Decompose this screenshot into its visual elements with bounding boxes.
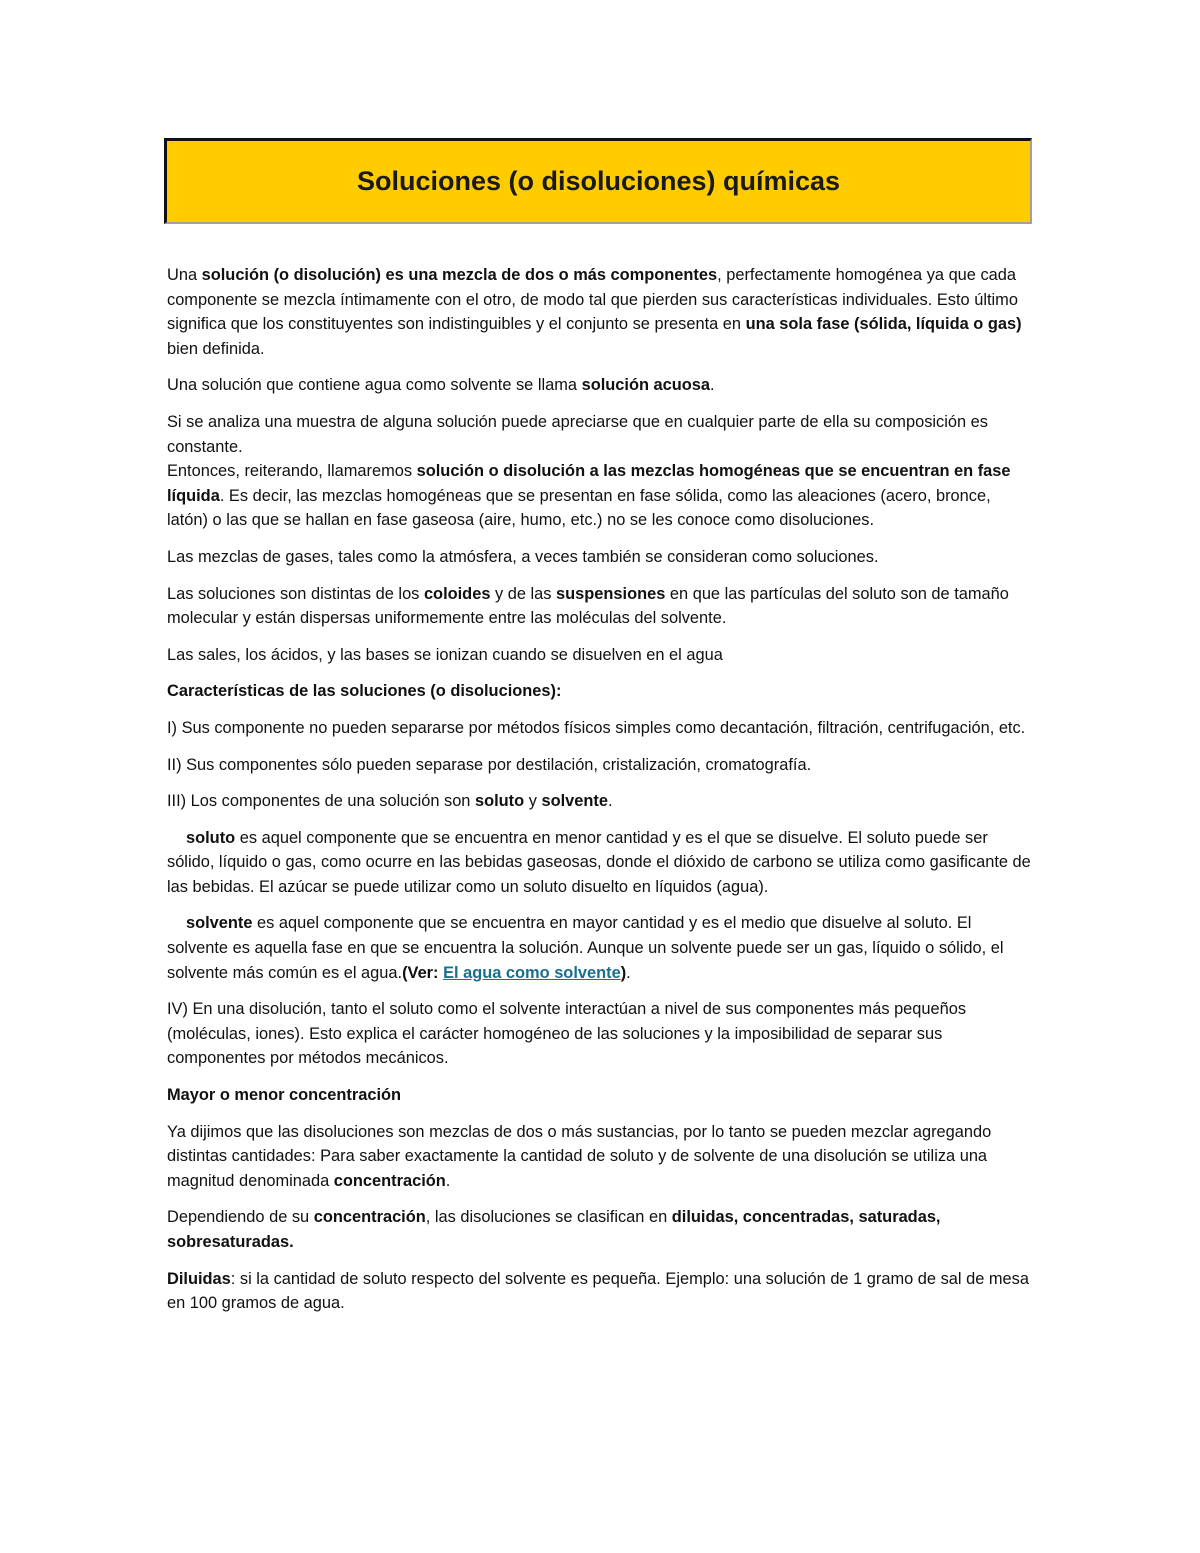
text: . bbox=[626, 963, 631, 982]
text: en que las partículas del soluto son de tamaño molecular y están dispersas uniformemente entre las moléculas del solvente. bbox=[167, 584, 1009, 628]
page-title: Soluciones (o disoluciones) químicas bbox=[356, 166, 841, 196]
paragraph-clasificacion bbox=[167, 1205, 1035, 1254]
bold-text: coloides bbox=[423, 584, 491, 603]
text: . bbox=[710, 376, 715, 395]
text: , perfectamente homogénea ya que cada componente se mezcla íntimamente con el otro, de modo tal que pierden sus características individuales. Esto último significa que los constituyentes son indistinguibles y el conjunto se presenta en bbox=[167, 266, 1018, 334]
bold-text: solución (o disolución) es una mezcla de dos o más componentes bbox=[201, 266, 718, 284]
text: es aquel componente que se encuentra en mayor cantidad y es el medio que disuelve al soluto. El solvente es aquella fase en que se encuentra la solución. Aunque un solvente puede ser un gas, líquido o sólido, el solvente más común es el agua. bbox=[167, 914, 1004, 982]
bold-text: concentración bbox=[313, 1208, 426, 1227]
title-banner bbox=[164, 138, 1032, 224]
text: bien definida. bbox=[167, 339, 265, 358]
bold-text: diluidas, concentradas, saturadas, sobresaturadas. bbox=[167, 1208, 941, 1251]
text: : si la cantidad de soluto respecto del solvente es pequeña. Ejemplo: una solución de 1 gramo de sal de mesa en 100 gramos de agua. bbox=[167, 1269, 1029, 1313]
bold-text: Diluidas bbox=[167, 1269, 231, 1288]
characteristic-2: II) Sus componentes sólo pueden separase por destilación, cristalización, cromatografía. bbox=[167, 755, 812, 774]
text: , las disoluciones se clasifican en bbox=[425, 1208, 672, 1227]
text: Dependiendo de su bbox=[167, 1208, 314, 1227]
paragraph-diluidas bbox=[167, 1267, 1035, 1316]
paragraph-composicion: Si se analiza una muestra de alguna solución puede apreciarse que en cualquier parte de ella su composición es constante. bbox=[167, 412, 988, 456]
bold-text: soluto bbox=[474, 792, 525, 811]
bold-text: suspensiones bbox=[556, 584, 666, 603]
bold-text: solución o disolución a las mezclas homogéneas que se encuentran en fase líquida bbox=[167, 462, 1011, 505]
bold-text: solución acuosa bbox=[581, 376, 711, 395]
text: es aquel componente que se encuentra en menor cantidad y es el que se disuelve. El soluto puede ser sólido, líquido o gas, como ocurre en las bebidas gaseosas, donde el dióxido de carbono se utiliza como gasificante de las bebidas. El azúcar se puede utilizar como un soluto disuelto en líquidos (agua). bbox=[167, 828, 1031, 896]
text: . bbox=[607, 792, 613, 811]
section-heading: Características de las soluciones (o disoluciones): bbox=[167, 682, 562, 701]
characteristic-1: I) Sus componente no pueden separarse por métodos físicos simples como decantación, filtración, centrifugación, etc. bbox=[167, 718, 1026, 737]
text: Una bbox=[167, 266, 202, 284]
text: Las soluciones son distintas de los bbox=[167, 584, 424, 603]
link-agua-como-solvente[interactable]: El agua como solvente bbox=[443, 963, 621, 982]
text: Entonces, reiterando, llamaremos bbox=[167, 462, 417, 481]
paragraph-soluto bbox=[167, 826, 1035, 900]
paragraph-coloides bbox=[167, 582, 1035, 631]
bold-text: concentración bbox=[333, 1171, 446, 1190]
paragraph-concentracion bbox=[167, 1120, 1035, 1194]
bold-text: solvente bbox=[541, 792, 608, 811]
paragraph-solvente bbox=[167, 911, 1035, 985]
text: III) Los componentes de una solución son bbox=[167, 792, 475, 811]
paragraph-sales: Las sales, los ácidos, y las bases se ionizan cuando se disuelven en el agua bbox=[167, 645, 723, 664]
section-heading: Mayor o menor concentración bbox=[167, 1086, 402, 1105]
paragraph-acuosa bbox=[167, 373, 1035, 398]
text: y de las bbox=[490, 584, 557, 603]
term-soluto: soluto bbox=[186, 828, 236, 847]
text: Ya dijimos que las disoluciones son mezclas de dos o más sustancias, por lo tanto se pueden mezclar agregando distintas cantidades: Para saber exactamente la cantidad de soluto y de solvente de una disolución se utiliza una magnitud denominada bbox=[167, 1122, 992, 1190]
characteristic-3 bbox=[167, 789, 1035, 814]
paragraph-reiterando bbox=[167, 459, 1035, 533]
term-solvente: solvente bbox=[186, 914, 253, 933]
bold-text: ) bbox=[620, 963, 627, 982]
heading-concentracion bbox=[167, 1083, 1035, 1108]
text: . Es decir, las mezclas homogéneas que se presentan en fase sólida, como las aleaciones (acero, bronce, latón) o las que se hallan en fase gaseosa (aire, humo, etc.) no se les conoce como disoluciones. bbox=[167, 486, 991, 530]
characteristic-4: IV) En una disolución, tanto el soluto como el solvente interactúan a nivel de sus componentes más pequeños (moléculas, iones). Esto explica el carácter homogéneo de las soluciones y la imposibilidad de separar sus componentes por métodos mecánicos. bbox=[167, 1000, 967, 1068]
bold-text: (Ver: bbox=[402, 963, 444, 982]
bold-text: una sola fase (sólida, líquida o gas) bbox=[745, 315, 1022, 334]
text: Una solución que contiene agua como solvente se llama bbox=[167, 376, 582, 395]
heading-caracteristicas bbox=[167, 679, 1035, 704]
text: . bbox=[445, 1171, 451, 1190]
paragraph-definition bbox=[167, 263, 1035, 361]
paragraph-gases: Las mezclas de gases, tales como la atmósfera, a veces también se consideran como soluciones. bbox=[167, 547, 879, 566]
document-body bbox=[167, 263, 1035, 1328]
text: y bbox=[524, 792, 542, 811]
